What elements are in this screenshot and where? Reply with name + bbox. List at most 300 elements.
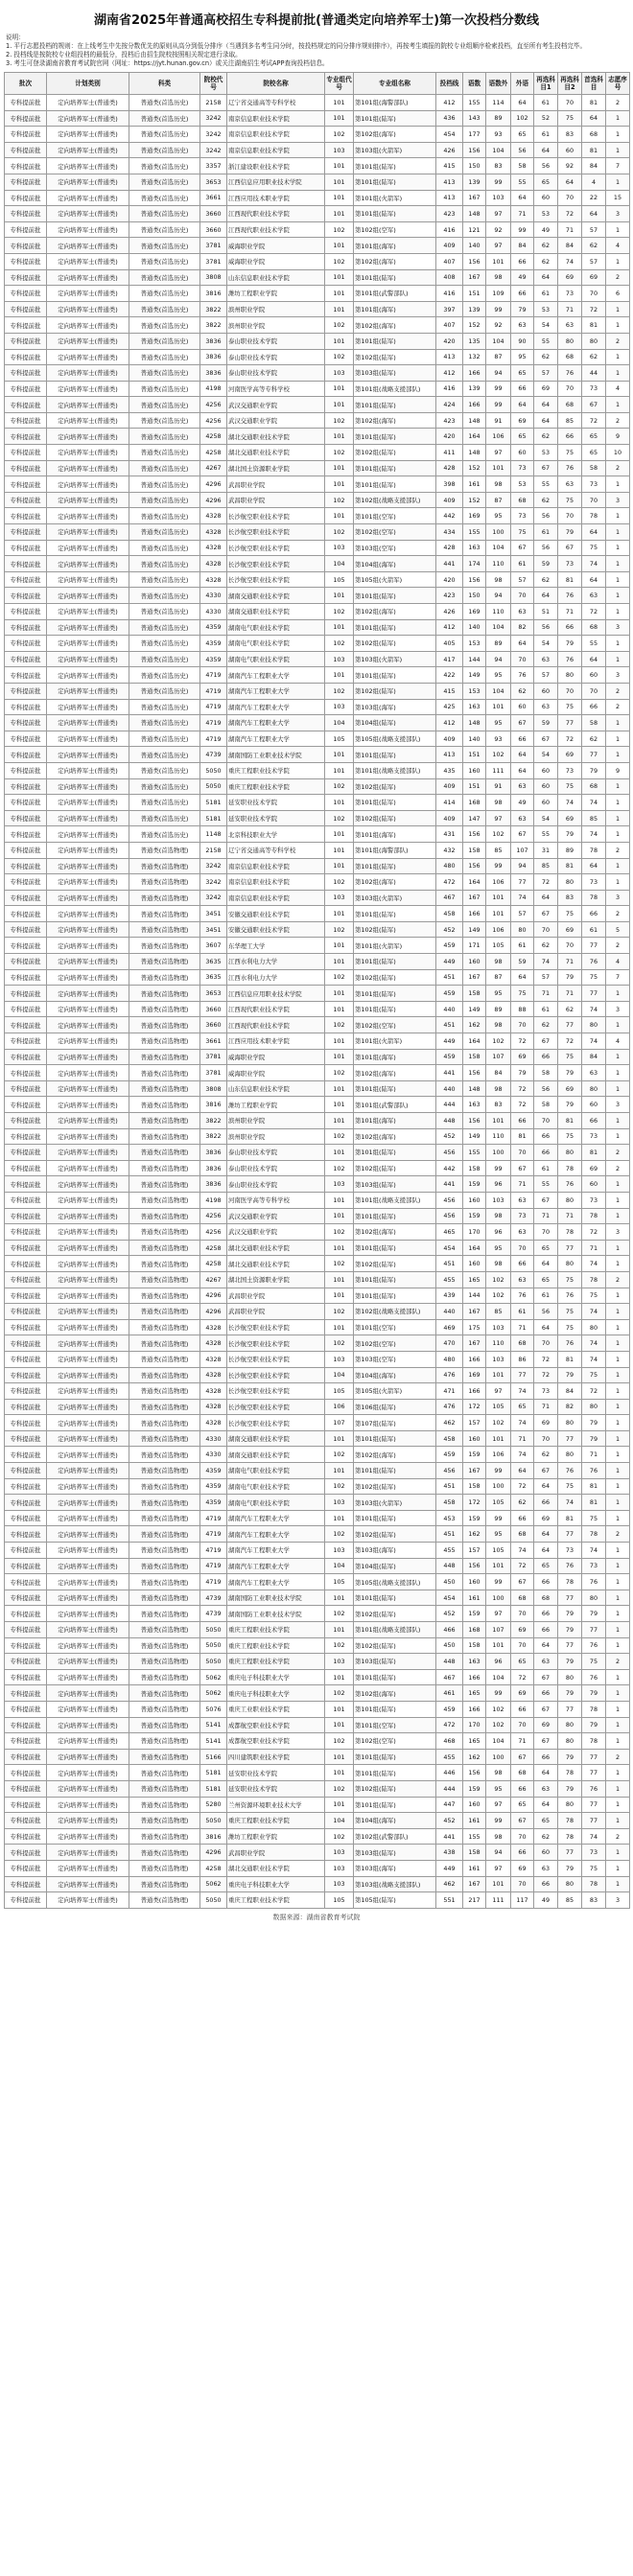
plan-cell: 定向培养军士(普通类) [47, 95, 129, 111]
xh-cell: 2 [606, 1271, 630, 1288]
plan-cell: 定向培养军士(普通类) [47, 1001, 129, 1017]
ysw-cell: 106 [486, 429, 511, 445]
plan-cell: 定向培养军士(普通类) [47, 1335, 129, 1352]
ys-cell: 217 [463, 1892, 486, 1909]
sx-cell: 84 [582, 1049, 606, 1065]
z2-cell: 79 [558, 1654, 582, 1670]
wy-cell: 71 [511, 1430, 534, 1447]
col-header: 院校代号 [200, 73, 227, 95]
wy-cell: 68 [511, 1335, 534, 1352]
sx-cell: 74 [582, 1828, 606, 1845]
ys-cell: 160 [463, 954, 486, 970]
xh-cell: 1 [606, 1765, 630, 1781]
group-cell: 101 [325, 1510, 354, 1526]
sx-cell: 80 [582, 1080, 606, 1097]
sx-cell: 77 [582, 1813, 606, 1829]
wy-cell: 79 [511, 301, 534, 317]
school-cell: 延安职业技术学院 [227, 795, 325, 811]
z2-cell: 80 [558, 667, 582, 684]
xh-cell: 1 [606, 1495, 630, 1511]
code-cell: 4330 [200, 1447, 227, 1463]
gname-cell: 第101组(陆军) [354, 158, 436, 174]
group-cell: 101 [325, 269, 354, 286]
z2-cell: 77 [558, 1845, 582, 1861]
school-cell: 山东信息职业技术学院 [227, 269, 325, 286]
subject-cell: 普通类(首选物理) [129, 1733, 200, 1750]
table-row [5, 1495, 630, 1511]
group-cell: 101 [325, 795, 354, 811]
group-cell: 102 [325, 1335, 354, 1352]
batch-cell: 专科提前批 [5, 365, 47, 382]
ys-cell: 167 [463, 269, 486, 286]
xh-cell: 1 [606, 571, 630, 588]
group-cell: 102 [325, 1828, 354, 1845]
xh-cell: 1 [606, 1240, 630, 1256]
z1-cell: 63 [534, 699, 558, 715]
z2-cell: 81 [558, 1113, 582, 1129]
school-cell: 江西应用技术职业学院 [227, 190, 325, 206]
subject-cell: 普通类(首选历史) [129, 301, 200, 317]
batch-cell: 专科提前批 [5, 699, 47, 715]
z1-cell: 64 [534, 1526, 558, 1543]
subject-cell: 普通类(首选历史) [129, 460, 200, 476]
gname-cell: 第106组(陆军) [354, 1399, 436, 1415]
batch-cell: 专科提前批 [5, 747, 47, 763]
score-cell: 416 [436, 221, 463, 238]
code-cell: 5050 [200, 762, 227, 778]
z1-cell: 67 [534, 1033, 558, 1050]
wy-cell: 70 [511, 651, 534, 667]
col-header: 院校名称 [227, 73, 325, 95]
score-cell: 458 [436, 1430, 463, 1447]
gname-cell: 第103组(火箭军) [354, 651, 436, 667]
table-row [5, 221, 630, 238]
code-cell: 4198 [200, 1192, 227, 1208]
wy-cell: 63 [511, 604, 534, 620]
batch-cell: 专科提前批 [5, 221, 47, 238]
wy-cell: 90 [511, 333, 534, 349]
subject-cell: 普通类(首选物理) [129, 1478, 200, 1495]
plan-cell: 定向培养军士(普通类) [47, 1669, 129, 1685]
ys-cell: 143 [463, 110, 486, 127]
wy-cell: 57 [511, 906, 534, 922]
score-cell: 459 [436, 938, 463, 954]
code-cell: 5166 [200, 1749, 227, 1765]
z1-cell: 68 [534, 1590, 558, 1606]
ysw-cell: 104 [486, 683, 511, 699]
plan-cell: 定向培养军士(普通类) [47, 301, 129, 317]
z2-cell: 68 [558, 349, 582, 365]
group-cell: 105 [325, 1892, 354, 1909]
subject-cell: 普通类(首选物理) [129, 1543, 200, 1559]
subject-cell: 普通类(首选历史) [129, 699, 200, 715]
z1-cell: 67 [534, 460, 558, 476]
xh-cell: 1 [606, 986, 630, 1002]
xh-cell: 3 [606, 1892, 630, 1909]
xh-cell: 1 [606, 1685, 630, 1702]
wy-cell: 61 [511, 556, 534, 572]
code-cell: 3660 [200, 221, 227, 238]
plan-cell: 定向培养军士(普通类) [47, 174, 129, 190]
z1-cell: 64 [534, 1637, 558, 1654]
school-cell: 武汉交通职业学院 [227, 1224, 325, 1241]
code-cell: 5050 [200, 1622, 227, 1638]
sx-cell: 77 [582, 938, 606, 954]
school-cell: 潍坊工程职业学院 [227, 286, 325, 302]
table-row [5, 1447, 630, 1463]
z1-cell: 67 [534, 906, 558, 922]
sx-cell: 57 [582, 221, 606, 238]
score-cell: 416 [436, 286, 463, 302]
code-cell: 3607 [200, 938, 227, 954]
ys-cell: 152 [463, 492, 486, 508]
plan-cell: 定向培养军士(普通类) [47, 540, 129, 556]
wy-cell: 74 [511, 1543, 534, 1559]
plan-cell: 定向培养军士(普通类) [47, 1845, 129, 1861]
subject-cell: 普通类(首选物理) [129, 890, 200, 906]
col-header: 投档线 [436, 73, 463, 95]
school-cell: 辽宁省交通高等专科学校 [227, 95, 325, 111]
ys-cell: 158 [463, 842, 486, 858]
school-cell: 滨州职业学院 [227, 1113, 325, 1129]
z2-cell: 82 [558, 1399, 582, 1415]
code-cell: 3661 [200, 1033, 227, 1050]
ysw-cell: 114 [486, 95, 511, 111]
plan-cell: 定向培养军士(普通类) [47, 460, 129, 476]
table-row [5, 986, 630, 1002]
score-cell: 415 [436, 683, 463, 699]
xh-cell: 1 [606, 747, 630, 763]
score-cell: 469 [436, 1319, 463, 1335]
ysw-cell: 101 [486, 890, 511, 906]
z2-cell: 69 [558, 747, 582, 763]
plan-cell: 定向培养军士(普通类) [47, 1622, 129, 1638]
sx-cell: 68 [582, 127, 606, 143]
batch-cell: 专科提前批 [5, 1526, 47, 1543]
score-cell: 426 [436, 142, 463, 158]
score-cell: 451 [436, 1017, 463, 1033]
col-header: 语数外 [486, 73, 511, 95]
wy-cell: 70 [511, 1828, 534, 1845]
score-cell: 441 [436, 1828, 463, 1845]
group-cell: 102 [325, 1733, 354, 1750]
code-cell: 3451 [200, 921, 227, 938]
score-cell: 428 [436, 460, 463, 476]
school-cell: 安徽交通职业技术学院 [227, 906, 325, 922]
z1-cell: 56 [534, 619, 558, 636]
sx-cell: 68 [582, 619, 606, 636]
batch-cell: 专科提前批 [5, 1828, 47, 1845]
z1-cell: 53 [534, 301, 558, 317]
batch-cell: 专科提前批 [5, 286, 47, 302]
table-row [5, 110, 630, 127]
ys-cell: 158 [463, 1845, 486, 1861]
xh-cell: 1 [606, 540, 630, 556]
ys-cell: 148 [463, 1080, 486, 1097]
plan-cell: 定向培养军士(普通类) [47, 1415, 129, 1431]
z2-cell: 72 [558, 206, 582, 222]
gname-cell: 第103组(空军) [354, 1351, 436, 1367]
col-header: 科类 [129, 73, 200, 95]
school-cell: 泰山职业技术学院 [227, 333, 325, 349]
table-row [5, 1701, 630, 1717]
ysw-cell: 92 [486, 317, 511, 334]
code-cell: 5050 [200, 1637, 227, 1654]
score-cell: 413 [436, 174, 463, 190]
plan-cell: 定向培养军士(普通类) [47, 1304, 129, 1320]
z1-cell: 62 [534, 938, 558, 954]
batch-cell: 专科提前批 [5, 1145, 47, 1161]
z1-cell: 61 [534, 127, 558, 143]
ysw-cell: 91 [486, 412, 511, 429]
plan-cell: 定向培养军士(普通类) [47, 1319, 129, 1335]
school-cell: 长沙航空职业技术学院 [227, 508, 325, 524]
subject-cell: 普通类(首选历史) [129, 476, 200, 493]
code-cell: 3781 [200, 1049, 227, 1065]
sx-cell: 79 [582, 1430, 606, 1447]
wy-cell: 61 [511, 1304, 534, 1320]
subject-cell: 普通类(首选物理) [129, 1160, 200, 1176]
ysw-cell: 105 [486, 938, 511, 954]
z2-cell: 80 [558, 333, 582, 349]
batch-cell: 专科提前批 [5, 1495, 47, 1511]
plan-cell: 定向培养军士(普通类) [47, 1145, 129, 1161]
batch-cell: 专科提前批 [5, 1256, 47, 1272]
code-cell: 3816 [200, 286, 227, 302]
school-cell: 威海职业学院 [227, 253, 325, 269]
score-cell: 440 [436, 1080, 463, 1097]
plan-cell: 定向培养军士(普通类) [47, 1478, 129, 1495]
plan-cell: 定向培养军士(普通类) [47, 397, 129, 413]
school-cell: 武汉交通职业学院 [227, 412, 325, 429]
group-cell: 102 [325, 1780, 354, 1797]
code-cell: 4328 [200, 508, 227, 524]
group-cell: 101 [325, 1049, 354, 1065]
ysw-cell: 106 [486, 874, 511, 891]
z2-cell: 78 [558, 1828, 582, 1845]
score-cell: 413 [436, 747, 463, 763]
group-cell: 103 [325, 1176, 354, 1193]
table-row [5, 1065, 630, 1081]
z2-cell: 77 [558, 1526, 582, 1543]
ysw-cell: 106 [486, 921, 511, 938]
sx-cell: 74 [582, 1304, 606, 1320]
table-row [5, 938, 630, 954]
subject-cell: 普通类(首选历史) [129, 174, 200, 190]
ysw-cell: 89 [486, 110, 511, 127]
group-cell: 102 [325, 492, 354, 508]
ys-cell: 159 [463, 1510, 486, 1526]
gname-cell: 第102组(空军) [354, 221, 436, 238]
school-cell: 湖北国土资源职业学院 [227, 460, 325, 476]
sx-cell: 65 [582, 445, 606, 461]
plan-cell: 定向培养军士(普通类) [47, 954, 129, 970]
gname-cell: 第103组(火箭军) [354, 142, 436, 158]
gname-cell: 第105组(战略支援部队) [354, 731, 436, 747]
z1-cell: 51 [534, 604, 558, 620]
z1-cell: 67 [534, 1192, 558, 1208]
z2-cell: 70 [558, 508, 582, 524]
z2-cell: 81 [558, 858, 582, 874]
score-cell: 413 [436, 349, 463, 365]
score-cell: 420 [436, 429, 463, 445]
z1-cell: 69 [534, 1717, 558, 1733]
sx-cell: 64 [582, 858, 606, 874]
ys-cell: 155 [463, 1145, 486, 1161]
subject-cell: 普通类(首选物理) [129, 1654, 200, 1670]
z1-cell: 67 [534, 1701, 558, 1717]
code-cell: 4719 [200, 731, 227, 747]
code-cell: 5062 [200, 1876, 227, 1892]
gname-cell: 第101组(空军) [354, 1319, 436, 1335]
group-cell: 101 [325, 906, 354, 922]
code-cell: 4719 [200, 1510, 227, 1526]
batch-cell: 专科提前批 [5, 1654, 47, 1670]
z1-cell: 73 [534, 1383, 558, 1400]
z1-cell: 62 [534, 1447, 558, 1463]
subject-cell: 普通类(首选物理) [129, 1017, 200, 1033]
ys-cell: 159 [463, 1606, 486, 1622]
plan-cell: 定向培养军士(普通类) [47, 1224, 129, 1241]
ysw-cell: 89 [486, 1001, 511, 1017]
ys-cell: 169 [463, 604, 486, 620]
plan-cell: 定向培养军士(普通类) [47, 810, 129, 826]
batch-cell: 专科提前批 [5, 333, 47, 349]
wy-cell: 61 [511, 938, 534, 954]
z1-cell: 66 [534, 1495, 558, 1511]
subject-cell: 普通类(首选物理) [129, 1495, 200, 1511]
ys-cell: 168 [463, 1622, 486, 1638]
score-cell: 551 [436, 1892, 463, 1909]
score-cell: 447 [436, 1797, 463, 1813]
subject-cell: 普通类(首选物理) [129, 1749, 200, 1765]
score-cell: 409 [436, 810, 463, 826]
school-cell: 湖南汽车工程职业大学 [227, 731, 325, 747]
subject-cell: 普通类(首选历史) [129, 286, 200, 302]
z1-cell: 62 [534, 1017, 558, 1033]
sx-cell: 68 [582, 778, 606, 795]
sx-cell: 78 [582, 1526, 606, 1543]
sx-cell: 63 [582, 588, 606, 604]
school-cell: 长沙航空职业技术学院 [227, 1399, 325, 1415]
z1-cell: 62 [534, 571, 558, 588]
xh-cell: 1 [606, 1335, 630, 1352]
ysw-cell: 99 [486, 1510, 511, 1526]
school-cell: 江西现代职业技术学院 [227, 221, 325, 238]
plan-cell: 定向培养军士(普通类) [47, 1892, 129, 1909]
plan-cell: 定向培养军士(普通类) [47, 795, 129, 811]
wy-cell: 72 [511, 1478, 534, 1495]
subject-cell: 普通类(首选物理) [129, 1097, 200, 1113]
plan-cell: 定向培养军士(普通类) [47, 1701, 129, 1717]
score-cell: 454 [436, 127, 463, 143]
code-cell: 4198 [200, 381, 227, 397]
wy-cell: 63 [511, 1271, 534, 1288]
sx-cell: 77 [582, 1749, 606, 1765]
code-cell: 3357 [200, 158, 227, 174]
gname-cell: 第101组(陆军) [354, 1288, 436, 1304]
sx-cell: 75 [582, 969, 606, 986]
table-row [5, 286, 630, 302]
group-cell: 101 [325, 460, 354, 476]
ys-cell: 147 [463, 810, 486, 826]
code-cell: 4739 [200, 1606, 227, 1622]
score-cell: 440 [436, 1001, 463, 1017]
score-cell: 454 [436, 1240, 463, 1256]
z2-cell: 73 [558, 556, 582, 572]
sx-cell: 80 [582, 1399, 606, 1415]
table-row [5, 508, 630, 524]
plan-cell: 定向培养军士(普通类) [47, 636, 129, 652]
group-cell: 102 [325, 253, 354, 269]
table-row [5, 588, 630, 604]
school-cell: 长沙航空职业技术学院 [227, 1351, 325, 1367]
table-row [5, 1001, 630, 1017]
table-row [5, 1271, 630, 1288]
school-cell: 重庆工程职业技术学院 [227, 1654, 325, 1670]
ysw-cell: 94 [486, 1845, 511, 1861]
gname-cell: 第101组(海警部队) [354, 95, 436, 111]
school-cell: 泰山职业技术学院 [227, 349, 325, 365]
z1-cell: 54 [534, 317, 558, 334]
ys-cell: 160 [463, 762, 486, 778]
table-row [5, 826, 630, 843]
score-cell: 462 [436, 1876, 463, 1892]
school-cell: 滨州职业学院 [227, 317, 325, 334]
code-cell: 3635 [200, 969, 227, 986]
school-cell: 长沙航空职业技术学院 [227, 571, 325, 588]
xh-cell: 2 [606, 842, 630, 858]
score-cell: 462 [436, 1415, 463, 1431]
school-cell: 武汉交通职业学院 [227, 397, 325, 413]
score-cell: 424 [436, 397, 463, 413]
z2-cell: 70 [558, 938, 582, 954]
subject-cell: 普通类(首选历史) [129, 762, 200, 778]
ysw-cell: 100 [486, 1749, 511, 1765]
school-cell: 江西应用技术职业学院 [227, 1033, 325, 1050]
table-row [5, 1526, 630, 1543]
ysw-cell: 87 [486, 349, 511, 365]
ysw-cell: 96 [486, 1176, 511, 1193]
code-cell: 4739 [200, 747, 227, 763]
gname-cell: 第101组(陆军) [354, 1510, 436, 1526]
xh-cell: 1 [606, 1049, 630, 1065]
subject-cell: 普通类(首选物理) [129, 1780, 200, 1797]
sx-cell: 76 [582, 954, 606, 970]
ys-cell: 172 [463, 1399, 486, 1415]
ys-cell: 155 [463, 524, 486, 541]
sx-cell: 62 [582, 349, 606, 365]
group-cell: 105 [325, 731, 354, 747]
wy-cell: 77 [511, 1367, 534, 1383]
z2-cell: 73 [558, 762, 582, 778]
school-cell: 湖北交通职业技术学院 [227, 429, 325, 445]
code-cell: 4719 [200, 715, 227, 731]
sx-cell: 81 [582, 95, 606, 111]
subject-cell: 普通类(首选历史) [129, 412, 200, 429]
school-cell: 南京信息职业技术学院 [227, 890, 325, 906]
code-cell: 4328 [200, 1319, 227, 1335]
z1-cell: 61 [534, 524, 558, 541]
batch-cell: 专科提前批 [5, 890, 47, 906]
score-cell: 415 [436, 158, 463, 174]
batch-cell: 专科提前批 [5, 1813, 47, 1829]
score-cell: 426 [436, 604, 463, 620]
ysw-cell: 99 [486, 1685, 511, 1702]
subject-cell: 普通类(首选物理) [129, 1367, 200, 1383]
batch-cell: 专科提前批 [5, 1304, 47, 1320]
group-cell: 103 [325, 651, 354, 667]
